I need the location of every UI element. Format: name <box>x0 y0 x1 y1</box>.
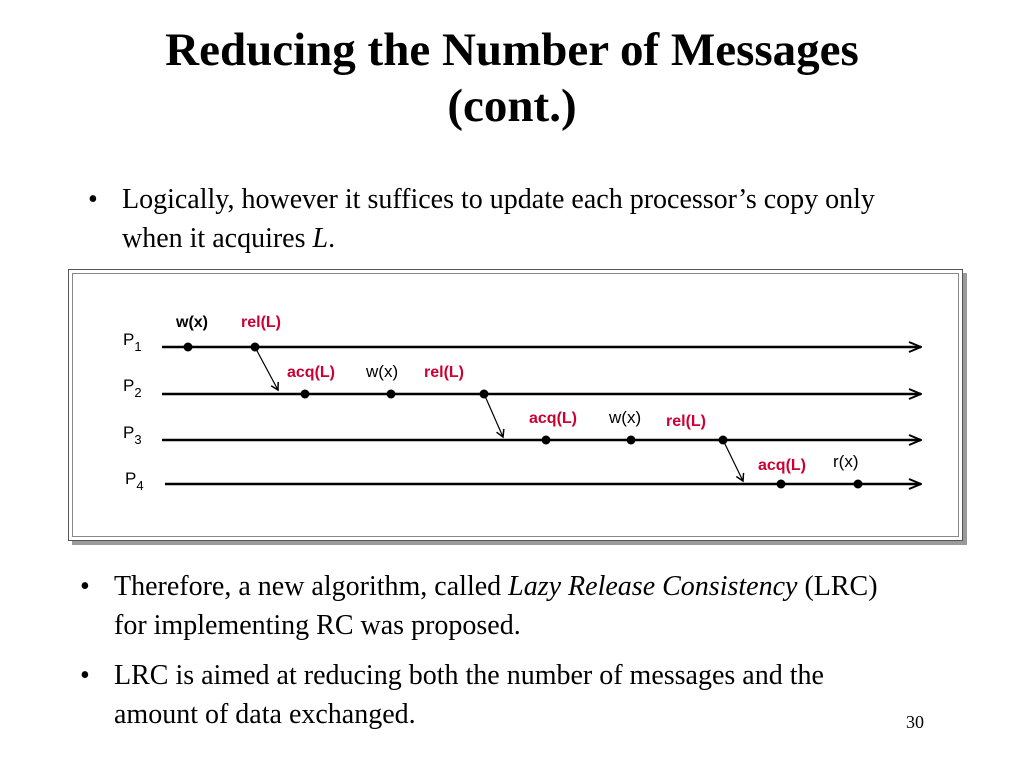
event-p4-read <box>854 480 863 489</box>
label-p3-release: rel(L) <box>666 413 706 430</box>
bullet-1-text-main: Logically, however it suffices to update each processor’s copy only when it acquires <box>122 184 875 254</box>
slide-title <box>0 22 1024 134</box>
process-label-p3: $P_3$ <box>123 423 142 447</box>
label-p2-acquire: acq(L) <box>287 364 335 381</box>
process-label-p2: $P_2$ <box>123 376 142 400</box>
label-p4-acquire: acq(L) <box>758 457 806 474</box>
bullet-2-term: Lazy Release Consistency <box>508 571 798 602</box>
bullet-2-text-end: (LRC) for implementing RC was proposed. <box>114 571 878 641</box>
title-line-2: (cont.) <box>447 80 577 132</box>
process-label-p4: $P_4$ <box>125 469 144 493</box>
label-p2-write: w(x) <box>366 362 399 381</box>
bullet-1 <box>88 180 928 258</box>
bullet-marker: • <box>80 571 90 602</box>
timing-diagram-frame <box>68 269 963 541</box>
label-p1-write: w(x) <box>176 314 208 331</box>
bullet-2-text <box>114 567 910 645</box>
label-p3-acquire: acq(L) <box>529 410 577 427</box>
title-line-1: Reducing the Number of Messages <box>165 24 859 76</box>
event-p2-write <box>387 390 396 399</box>
event-p4-acquire <box>777 480 786 489</box>
message-arrow-p3-p4 <box>724 442 743 481</box>
event-p1-write <box>184 343 193 352</box>
bullet-2 <box>80 567 910 645</box>
bullet-marker: • <box>88 184 98 215</box>
bullet-1-text <box>122 180 928 258</box>
label-p2-release: rel(L) <box>424 364 464 381</box>
label-p3-write: w(x) <box>609 408 642 427</box>
bullet-2-text-start: Therefore, a new algorithm, called <box>114 571 509 602</box>
bullet-3-text: LRC is aimed at reducing both the number of messages and the amount of data exchanged. <box>114 660 824 730</box>
message-arrow-p2-p3 <box>485 396 503 437</box>
bullet-1-period: . <box>328 223 336 254</box>
event-p3-release <box>719 436 728 445</box>
event-p3-acquire <box>542 436 551 445</box>
event-p1-release <box>251 343 260 352</box>
event-p2-release <box>480 390 489 399</box>
process-label-p1: $P_1$ <box>123 330 142 354</box>
message-arrow-p1-p2 <box>256 349 278 390</box>
event-p2-acquire <box>301 390 310 399</box>
page-number: 30 <box>906 712 924 732</box>
label-p4-read: r(x) <box>833 452 859 471</box>
timing-diagram <box>69 270 962 540</box>
event-p3-write <box>627 436 636 445</box>
bullet-1-lock-name: L <box>312 223 329 254</box>
bullet-3 <box>80 656 910 734</box>
bullet-marker: • <box>80 660 90 691</box>
label-p1-release: rel(L) <box>241 314 281 331</box>
